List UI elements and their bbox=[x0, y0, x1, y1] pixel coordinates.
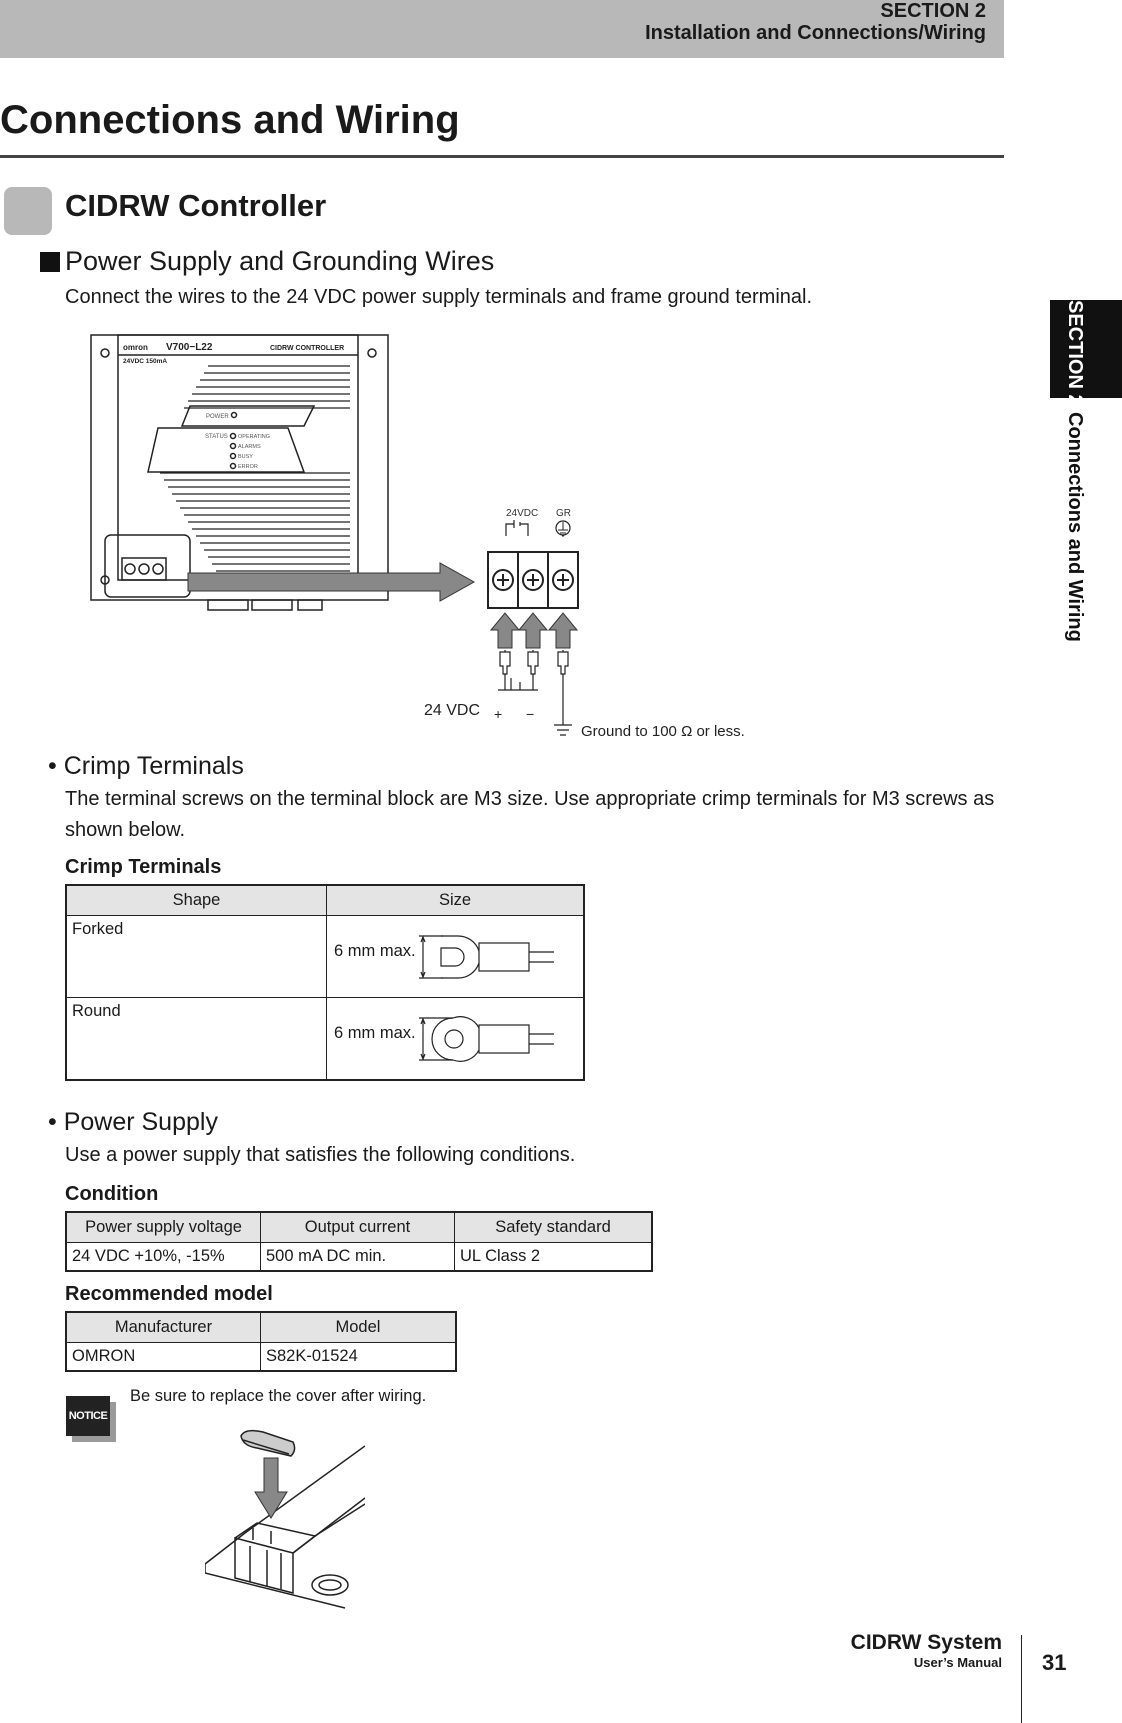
condition-caption: Condition bbox=[65, 1183, 159, 1205]
section-heading: CIDRW Controller bbox=[65, 188, 327, 223]
wiring-diagram bbox=[88, 330, 788, 750]
footer-brand: CIDRW System bbox=[850, 1631, 1002, 1654]
side-section-tab bbox=[1050, 300, 1122, 406]
wire-arrow-2 bbox=[519, 613, 547, 648]
subsection-heading-text: Power Supply and Grounding Wires bbox=[65, 246, 495, 276]
wire-arrow-1 bbox=[491, 613, 519, 648]
forked-terminal-icon bbox=[419, 928, 559, 988]
footer-divider bbox=[1021, 1635, 1022, 1723]
status-item-alarms: ALARMS bbox=[238, 444, 261, 450]
crimp-size-round: 6 mm max. bbox=[334, 1024, 416, 1042]
status-item-busy: BUSY bbox=[238, 454, 253, 460]
status-item-error: ERROR bbox=[238, 464, 258, 470]
crimp-shape-round: Round bbox=[66, 998, 327, 1080]
model-caption: Recommended model bbox=[65, 1283, 273, 1305]
supply-plus-sign: + bbox=[494, 706, 503, 722]
table-row bbox=[66, 998, 584, 1080]
table-row bbox=[66, 1343, 456, 1372]
page-title: Connections and Wiring bbox=[0, 98, 460, 142]
header-section: SECTION 2 bbox=[880, 0, 986, 22]
crimp-header-shape: Shape bbox=[66, 885, 327, 916]
cover-replacement-illustration bbox=[205, 1428, 365, 1613]
condition-table bbox=[65, 1211, 653, 1272]
model-number: S82K-01524 bbox=[261, 1343, 457, 1372]
condition-current: 500 mA DC min. bbox=[261, 1243, 455, 1272]
wire-arrow-3 bbox=[549, 613, 577, 648]
supply-voltage-label: 24 VDC bbox=[424, 702, 481, 719]
cover-down-arrow bbox=[255, 1458, 287, 1518]
crimp-size-forked: 6 mm max. bbox=[334, 942, 416, 960]
intro-text: Connect the wires to the 24 VDC power supply terminals and frame ground terminal. bbox=[65, 286, 813, 308]
crimp-table bbox=[65, 884, 585, 1081]
supply-minus-sign: − bbox=[526, 706, 535, 722]
round-terminal-icon bbox=[419, 1010, 559, 1070]
model-table bbox=[65, 1311, 457, 1372]
diagram-rating: 24VDC 150mA bbox=[123, 358, 168, 365]
condition-header-current: Output current bbox=[261, 1212, 455, 1243]
table-row bbox=[66, 916, 584, 998]
model-manufacturer: OMRON bbox=[66, 1343, 261, 1372]
header-title: Installation and Connections/Wiring bbox=[645, 22, 986, 44]
table-row bbox=[66, 1243, 652, 1272]
diagram-power-label: POWER bbox=[206, 414, 229, 420]
notice-text: Be sure to replace the cover after wiring. bbox=[130, 1387, 427, 1405]
page-number: 31 bbox=[1042, 1650, 1067, 1675]
condition-voltage: 24 VDC +10%, -15% bbox=[66, 1243, 261, 1272]
subsection-heading bbox=[40, 246, 494, 277]
model-header-manufacturer: Manufacturer bbox=[66, 1312, 261, 1343]
crimp-shape-forked: Forked bbox=[66, 916, 327, 998]
crimp-text: The terminal screws on the terminal block are M3 size. Use appropriate crimp terminals for M3 screws as shown below. bbox=[65, 788, 995, 841]
side-section-label: SECTION 2 bbox=[1064, 300, 1086, 406]
terminal-gr-label: GR bbox=[556, 508, 571, 519]
crimp-caption: Crimp Terminals bbox=[65, 856, 222, 878]
diagram-status-label: STATUS bbox=[205, 434, 228, 440]
status-item-operating: OPERATING bbox=[238, 434, 270, 440]
side-chapter-label: Connections and Wiring bbox=[1064, 412, 1086, 642]
callout-arrow bbox=[188, 563, 474, 601]
diagram-model: V700−L22 bbox=[166, 342, 213, 353]
diagram-product: CIDRW CONTROLLER bbox=[270, 345, 345, 352]
crimp-header-size: Size bbox=[327, 885, 585, 916]
condition-header-standard: Safety standard bbox=[455, 1212, 653, 1243]
condition-header-voltage: Power supply voltage bbox=[66, 1212, 261, 1243]
model-header-model: Model bbox=[261, 1312, 457, 1343]
power-bullet: • Power Supply bbox=[48, 1108, 218, 1136]
crimp-size-cell bbox=[327, 998, 585, 1080]
crimp-size-cell bbox=[327, 916, 585, 998]
square-bullet-icon bbox=[40, 252, 60, 272]
condition-standard: UL Class 2 bbox=[455, 1243, 653, 1272]
notice-badge bbox=[66, 1396, 116, 1442]
footer-subtitle: User’s Manual bbox=[913, 1655, 1002, 1670]
heading-marker bbox=[4, 187, 52, 235]
notice-badge-label: NOTICE bbox=[66, 1396, 110, 1436]
terminal-24vdc-label: 24VDC bbox=[506, 508, 539, 519]
ground-note: Ground to 100 Ω or less. bbox=[581, 723, 745, 740]
diagram-brand: omron bbox=[123, 343, 148, 352]
power-text: Use a power supply that satisfies the following conditions. bbox=[65, 1144, 576, 1166]
crimp-bullet: • Crimp Terminals bbox=[48, 752, 244, 780]
title-rule bbox=[0, 155, 1004, 158]
